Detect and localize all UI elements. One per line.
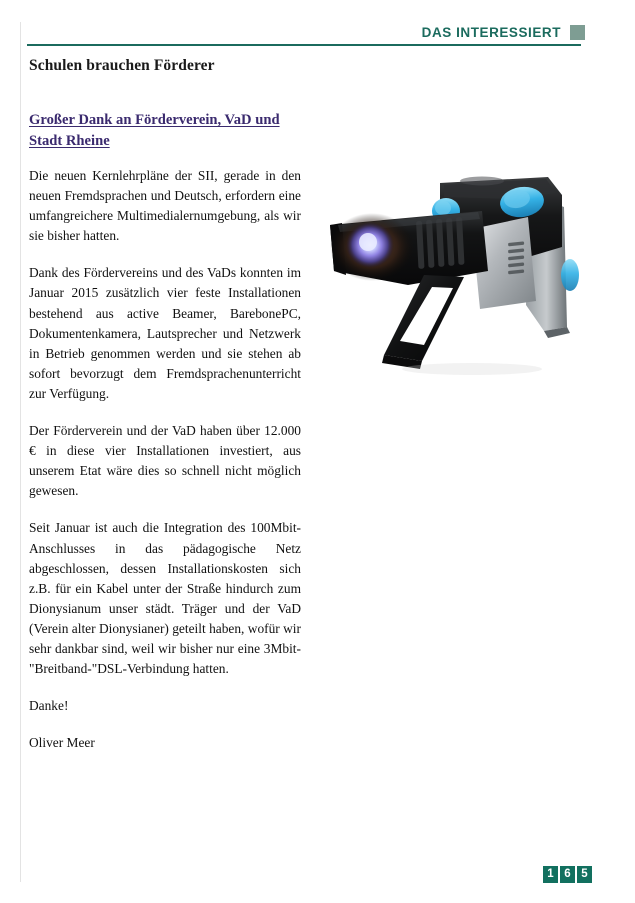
article-body bbox=[29, 166, 301, 753]
page-number bbox=[543, 866, 592, 883]
article-subtitle-line-2: Stadt Rheine bbox=[29, 133, 110, 149]
page-left-border bbox=[20, 22, 21, 882]
section-label: DAS INTERESSIERT bbox=[421, 25, 561, 40]
author-byline: Oliver Meer bbox=[29, 735, 95, 751]
page-digit: 1 bbox=[543, 866, 558, 883]
article-subtitle bbox=[29, 110, 304, 152]
body-paragraph: Dank des Fördervereins und des VaDs konnten im Januar 2015 zusätzlich vier feste Installationen bestehend aus active Beamer, BarebonePC, Dokumentenkamera, Lautsprecher und Netzwerk in Betrieb genommen werden und sie stehen ab sofort bevorzugt dem Fremdsprachenunterricht zur Verfügung. bbox=[29, 265, 301, 401]
closing-line: Danke! bbox=[29, 698, 69, 714]
article-title: Schulen brauchen Förderer bbox=[29, 57, 215, 74]
body-paragraph: Seit Januar ist auch die Integration des 100Mbit-Anschlusses in das pädagogische Netz abgeschlossen, dessen Installationskosten sich z.B. für ein Kabel unter der Straße hindurch zum Dionysianum unser städt. Träger und der VaD (Verein alter Dionysianer) geteilt haben, wofür wir sehr dankbar sind, weil wir bisher nur eine 3Mbit-"Breitband-"DSL-Verbindung hatten. bbox=[29, 520, 301, 677]
header-divider-rule bbox=[27, 44, 581, 46]
running-header bbox=[27, 24, 585, 50]
body-paragraph: Die neuen Kernlehrpläne der SII, gerade in den neuen Fremdsprachen und Deutsch, erfordern eine umfangreichere Multimedialernumgebung, als wir sie bisher hatten. bbox=[29, 168, 301, 244]
body-paragraph: Der Förderverein und der VaD haben über 12.000 € in diese vier Installationen investiert, aus unserem Etat wäre dies so schnell nicht möglich gewesen. bbox=[29, 423, 301, 499]
page-digit: 5 bbox=[577, 866, 592, 883]
header-square-marker bbox=[570, 25, 585, 40]
projector-photo bbox=[312, 155, 597, 390]
page-digit: 6 bbox=[560, 866, 575, 883]
article-subtitle-line-1: Großer Dank an Förderverein, VaD und bbox=[29, 112, 280, 128]
projector-handle bbox=[382, 275, 464, 369]
projector-lens-glow bbox=[330, 213, 414, 281]
